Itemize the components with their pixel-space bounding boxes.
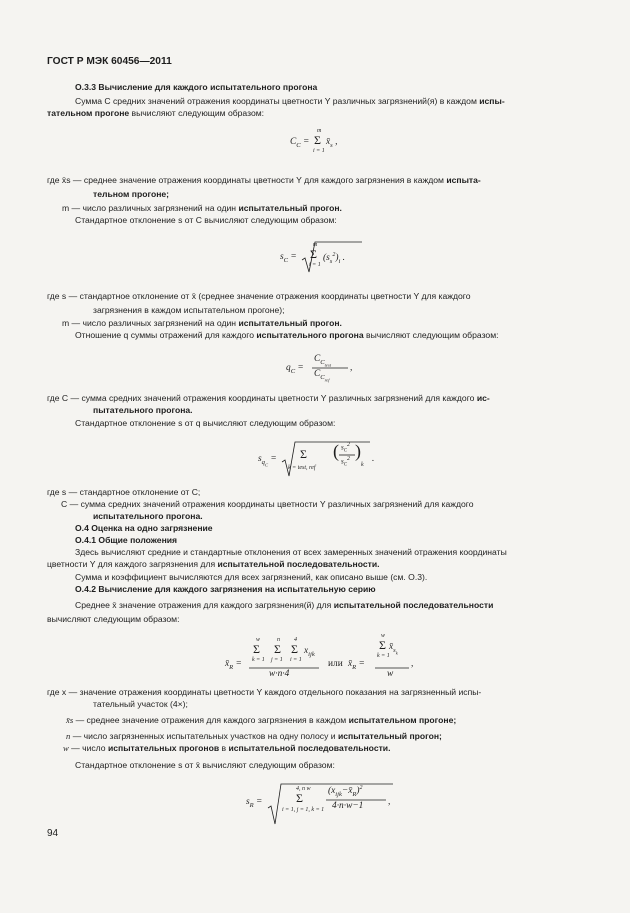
formula-ratio-qc: $q_C$ = $C_{C_{test}}$ $C_{C_{ref}}$ , — [286, 354, 353, 383]
where-sq-line: где s — стандартное отклонение от C; — [47, 487, 201, 497]
where-ss-cont: загрязнения в каждом испытательном прогоне); — [93, 305, 285, 315]
page-header-title: ГОСТ Р МЭК 60456—2011 — [47, 56, 172, 67]
mean-intro-cont: вычисляют следующим образом: — [47, 614, 180, 624]
paragraph-sum-intro: Сумма C средних значений отражения координаты цветности Y различных загрязнений(я) в каждом испы- — [75, 96, 505, 106]
o41-paragraph-2: цветности Y для каждого загрязнения для испытательной последовательности. — [47, 559, 380, 569]
where-xs2-line: x̄s — среднее значение отражения для каждого загрязнения в каждом испытательном прогоне; — [66, 715, 457, 725]
std-intro-sr: Стандартное отклонение s от x̄ вычисляют следующим образом: — [75, 760, 335, 770]
where-xs-line: где x̄s — среднее значение отражения координаты цветности Y для каждого загрязнения в каждом испыта- — [47, 175, 481, 185]
o41-paragraph-3: Сумма и коэффициент вычисляются для всех загрязнений, как описано выше (см. О.3). — [75, 572, 428, 582]
formula-std-sr: $s_R$ = 4, n w Σ i = 1, j = 1, k = 1 $(x_{ijk}-x̄_R)^2$ 4·n·w−1 , — [246, 782, 396, 826]
where-n-line: n — число загрязненных испытательных участков на одну полосу и испытательный прогон; — [66, 731, 442, 741]
where-cc2-line: C — сумма средних значений отражения координаты цветности Y различных загрязнений для каждого — [61, 499, 474, 509]
ratio-intro: Отношение q суммы отражений для каждого испытательного прогона вычисляют следующим образом: — [75, 330, 499, 340]
formula-std-sq: $s_{q_C}$ = Σ k = test, ref ( $s_C^2$ $s_C^2$ ) k . — [258, 440, 378, 478]
page-number: 94 — [47, 828, 59, 839]
where-xs-cont: тельном прогоне; — [93, 189, 170, 199]
section-heading-o4: О.4 Оценка на одно загрязнение — [75, 523, 213, 533]
where-cc2-cont: испытательного прогона. — [93, 511, 203, 521]
where-xijk-line: где x — значение отражения координаты цветности Y каждого отдельного показания на загрязненный испы- — [47, 687, 482, 697]
where-cc-line: где C — сумма средних значений отражения координаты цветности Y различных загрязнений для каждого ис- — [47, 393, 490, 403]
o41-paragraph-1: Здесь вычисляют средние и стандартные отклонения от всех замеренных значений отражения координаты — [75, 547, 507, 557]
formula-mean-xr: $x̄_R$ = w Σ k = 1 n Σ j = 1 4 Σ i = 1 $x_{ijk}$ w·n·4 или $x̄_R$ = w Σ k = 1 $x̄_{s_k}$ w , — [225, 633, 414, 679]
where-m-line: m — число различных загрязнений на один испытательный прогон. — [62, 203, 342, 213]
where-ss-line: где s — стандартное отклонение от x̄ (среднее значение отражения координаты цветности Y для каждого — [47, 291, 471, 301]
paragraph-sum-intro-cont: тательном прогоне вычисляют следующим образом: — [47, 108, 265, 118]
std-intro-sq: Стандартное отклонение s от q вычисляют следующим образом: — [75, 418, 336, 428]
formula-std-sc: $s_C$ = m Σ i = 1 $(s_s^2)_i$ . — [280, 240, 370, 276]
std-intro-sc: Стандартное отклонение s от C вычисляют следующим образом: — [75, 215, 337, 225]
formula-sum-cc: $C_C$ = m Σ i = 1 $x̄_s$ , — [290, 128, 338, 154]
section-heading-o41: О.4.1 Общие положения — [75, 535, 178, 545]
where-w-line: w — число испытательных прогонов в испытательной последовательности. — [63, 743, 391, 753]
where-m2-line: m — число различных загрязнений на один испытательный прогон. — [62, 318, 342, 328]
mean-intro: Среднее x̄ значение отражения для каждого загрязнения(й) для испытательной последовательности — [75, 600, 494, 610]
section-heading-o33: О.3.3 Вычисление для каждого испытательного прогона — [75, 82, 318, 92]
section-heading-o42: О.4.2 Вычисление для каждого загрязнения на испытательную серию — [75, 584, 376, 594]
where-xijk-cont: тательный участок (4×); — [93, 699, 188, 709]
where-cc-cont: пытательного прогона. — [93, 405, 193, 415]
